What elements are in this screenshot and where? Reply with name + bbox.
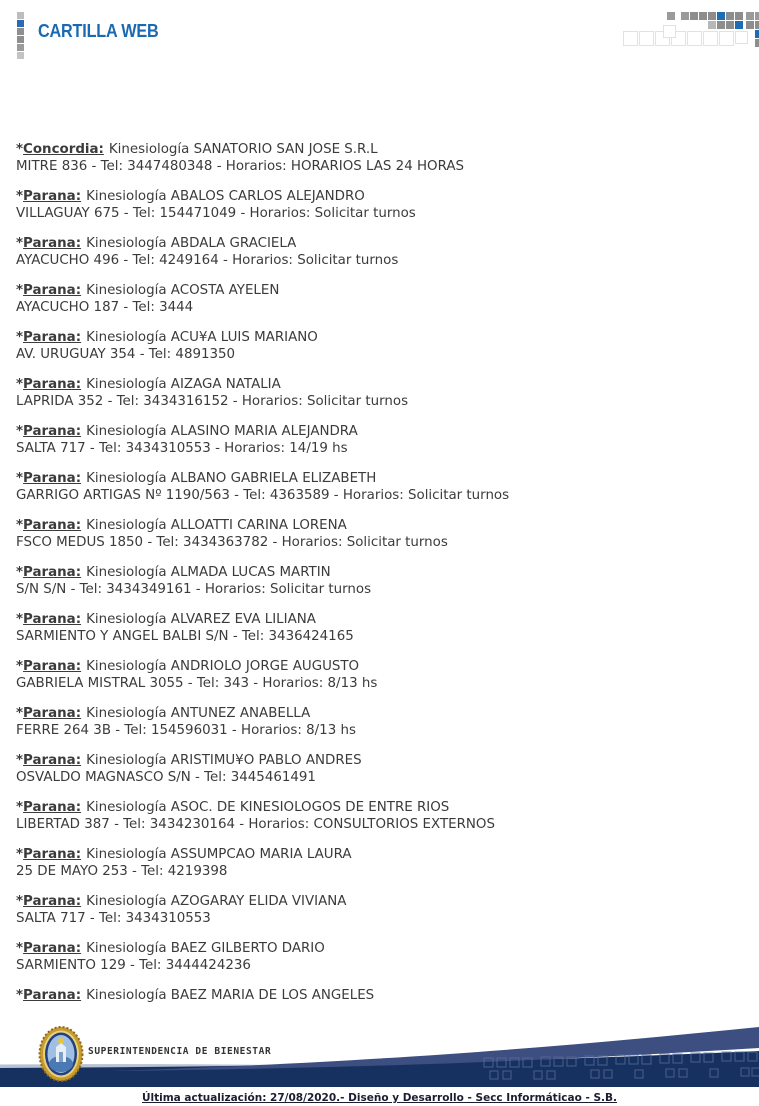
entry-title: Kinesiología SANATORIO SAN JOSE S.R.L xyxy=(108,142,378,157)
entry-header xyxy=(16,799,749,816)
entry-bullet: * xyxy=(16,847,24,862)
entry-bullet: * xyxy=(16,142,24,157)
entry-title: Kinesiología AZOGARAY ELIDA VIVIANA xyxy=(86,894,347,909)
entry-title: Kinesiología ABDALA GRACIELA xyxy=(86,236,297,251)
entry-city: Concordia: xyxy=(23,142,104,157)
page-title: CARTILLA WEB xyxy=(38,21,159,41)
org-name: SUPERINTENDENCIA DE BIENESTAR xyxy=(88,1046,272,1057)
entry-title: Kinesiología ARISTIMU¥O PABLO ANDRES xyxy=(86,753,362,768)
list-item xyxy=(16,517,749,551)
list-item xyxy=(16,564,749,598)
entry-bullet: * xyxy=(16,283,24,298)
last-update-text: Última actualización: 27/08/2020.- Diseño y Desarrollo - Secc Informáticao - S.B. xyxy=(141,1092,618,1104)
entry-header xyxy=(16,376,749,393)
entry-bullet: * xyxy=(16,424,24,439)
entry-bullet: * xyxy=(16,612,24,627)
entry-bullet: * xyxy=(16,565,24,580)
entry-bullet: * xyxy=(16,800,24,815)
entry-details: AYACUCHO 187 - Tel: 3444 xyxy=(16,300,194,315)
entry-header xyxy=(16,705,749,722)
entry-city: Parana: xyxy=(23,283,82,298)
entry-header xyxy=(16,188,749,205)
entry-bullet: * xyxy=(16,236,24,251)
entry-city: Parana: xyxy=(23,753,82,768)
entry-city: Parana: xyxy=(23,236,82,251)
entry-title: Kinesiología BAEZ GILBERTO DARIO xyxy=(86,941,325,956)
list-item xyxy=(16,752,749,786)
entry-header xyxy=(16,846,749,863)
list-item xyxy=(16,705,749,739)
entry-header xyxy=(16,329,749,346)
entry-header xyxy=(16,987,749,1004)
entry-details: FSCO MEDUS 1850 - Tel: 3434363782 - Horarios: Solicitar turnos xyxy=(16,535,448,550)
entry-details: LAPRIDA 352 - Tel: 3434316152 - Horarios: Solicitar turnos xyxy=(16,394,409,409)
entry-header xyxy=(16,564,749,581)
entry-city: Parana: xyxy=(23,706,82,721)
entry-header xyxy=(16,611,749,628)
list-item xyxy=(16,282,749,316)
entry-title: Kinesiología ANTUNEZ ANABELLA xyxy=(86,706,311,721)
entry-details: SARMIENTO Y ANGEL BALBI S/N - Tel: 3436424165 xyxy=(16,629,354,644)
org-crest-icon xyxy=(38,1026,84,1082)
entry-header xyxy=(16,517,749,534)
entry-details: GABRIELA MISTRAL 3055 - Tel: 343 - Horarios: 8/13 hs xyxy=(16,676,378,691)
list-item xyxy=(16,940,749,974)
entry-city: Parana: xyxy=(23,471,82,486)
entry-title: Kinesiología ABALOS CARLOS ALEJANDRO xyxy=(86,189,365,204)
entry-title: Kinesiología ALLOATTI CARINA LORENA xyxy=(86,518,347,533)
list-item xyxy=(16,470,749,504)
entry-bullet: * xyxy=(16,988,24,1003)
entry-title: Kinesiología ALMADA LUCAS MARTIN xyxy=(86,565,331,580)
entry-title: Kinesiología ALVAREZ EVA LILIANA xyxy=(86,612,316,627)
entry-bullet: * xyxy=(16,518,24,533)
entry-city: Parana: xyxy=(23,847,82,862)
logo-pixel-strip-icon xyxy=(17,12,24,60)
provider-list xyxy=(16,141,749,1017)
list-item xyxy=(16,423,749,457)
list-item xyxy=(16,329,749,363)
list-item xyxy=(16,799,749,833)
entry-bullet: * xyxy=(16,659,24,674)
entry-header xyxy=(16,423,749,440)
entry-details: LIBERTAD 387 - Tel: 3434230164 - Horarios: CONSULTORIOS EXTERNOS xyxy=(16,817,495,832)
header xyxy=(0,0,759,60)
entry-bullet: * xyxy=(16,471,24,486)
entry-details: OSVALDO MAGNASCO S/N - Tel: 3445461491 xyxy=(16,770,316,785)
entry-header xyxy=(16,752,749,769)
entry-title: Kinesiología ALBANO GABRIELA ELIZABETH xyxy=(86,471,377,486)
list-item xyxy=(16,987,749,1004)
entry-title: Kinesiología ASOC. DE KINESIOLOGOS DE ENTRE RIOS xyxy=(86,800,450,815)
entry-bullet: * xyxy=(16,753,24,768)
entry-details: SARMIENTO 129 - Tel: 3444424236 xyxy=(16,958,251,973)
list-item xyxy=(16,235,749,269)
entry-header xyxy=(16,470,749,487)
entry-city: Parana: xyxy=(23,330,82,345)
entry-header xyxy=(16,940,749,957)
list-item xyxy=(16,893,749,927)
entry-details: SALTA 717 - Tel: 3434310553 xyxy=(16,911,211,926)
entry-city: Parana: xyxy=(23,612,82,627)
entry-header xyxy=(16,658,749,675)
list-item xyxy=(16,658,749,692)
entry-title: Kinesiología ANDRIOLO JORGE AUGUSTO xyxy=(86,659,360,674)
entry-header xyxy=(16,893,749,910)
entry-bullet: * xyxy=(16,330,24,345)
entry-city: Parana: xyxy=(23,988,82,1003)
entry-city: Parana: xyxy=(23,424,82,439)
entry-bullet: * xyxy=(16,894,24,909)
entry-details: VILLAGUAY 675 - Tel: 154471049 - Horarios: Solicitar turnos xyxy=(16,206,416,221)
entry-city: Parana: xyxy=(23,800,82,815)
entry-city: Parana: xyxy=(23,565,82,580)
list-item xyxy=(16,188,749,222)
entry-title: Kinesiología ALASINO MARIA ALEJANDRA xyxy=(86,424,358,439)
entry-details: FERRE 264 3B - Tel: 154596031 - Horarios: 8/13 hs xyxy=(16,723,356,738)
entry-city: Parana: xyxy=(23,894,82,909)
entry-details: S/N S/N - Tel: 3434349161 - Horarios: Solicitar turnos xyxy=(16,582,372,597)
entry-title: Kinesiología ACU¥A LUIS MARIANO xyxy=(86,330,318,345)
entry-title: Kinesiología ASSUMPCAO MARIA LAURA xyxy=(86,847,352,862)
entry-header xyxy=(16,282,749,299)
entry-city: Parana: xyxy=(23,659,82,674)
entry-city: Parana: xyxy=(23,189,82,204)
list-item xyxy=(16,141,749,175)
entry-details: SALTA 717 - Tel: 3434310553 - Horarios: 14/19 hs xyxy=(16,441,348,456)
entry-header xyxy=(16,141,749,158)
entry-title: Kinesiología BAEZ MARIA DE LOS ANGELES xyxy=(86,988,375,1003)
entry-details: 25 DE MAYO 253 - Tel: 4219398 xyxy=(16,864,228,879)
entry-bullet: * xyxy=(16,377,24,392)
entry-details: AYACUCHO 496 - Tel: 4249164 - Horarios: Solicitar turnos xyxy=(16,253,399,268)
entry-details: MITRE 836 - Tel: 3447480348 - Horarios: HORARIOS LAS 24 HORAS xyxy=(16,159,465,174)
list-item xyxy=(16,611,749,645)
entry-city: Parana: xyxy=(23,941,82,956)
entry-header xyxy=(16,235,749,252)
entry-city: Parana: xyxy=(23,377,82,392)
footer-credits-bar xyxy=(0,1087,759,1104)
list-item xyxy=(16,846,749,880)
entry-bullet: * xyxy=(16,706,24,721)
entry-title: Kinesiología ACOSTA AYELEN xyxy=(86,283,280,298)
entry-bullet: * xyxy=(16,189,24,204)
entry-details: GARRIGO ARTIGAS Nº 1190/563 - Tel: 4363589 - Horarios: Solicitar turnos xyxy=(16,488,510,503)
entry-title: Kinesiología AIZAGA NATALIA xyxy=(86,377,281,392)
list-item xyxy=(16,376,749,410)
entry-details: AV. URUGUAY 354 - Tel: 4891350 xyxy=(16,347,236,362)
entry-bullet: * xyxy=(16,941,24,956)
entry-city: Parana: xyxy=(23,518,82,533)
